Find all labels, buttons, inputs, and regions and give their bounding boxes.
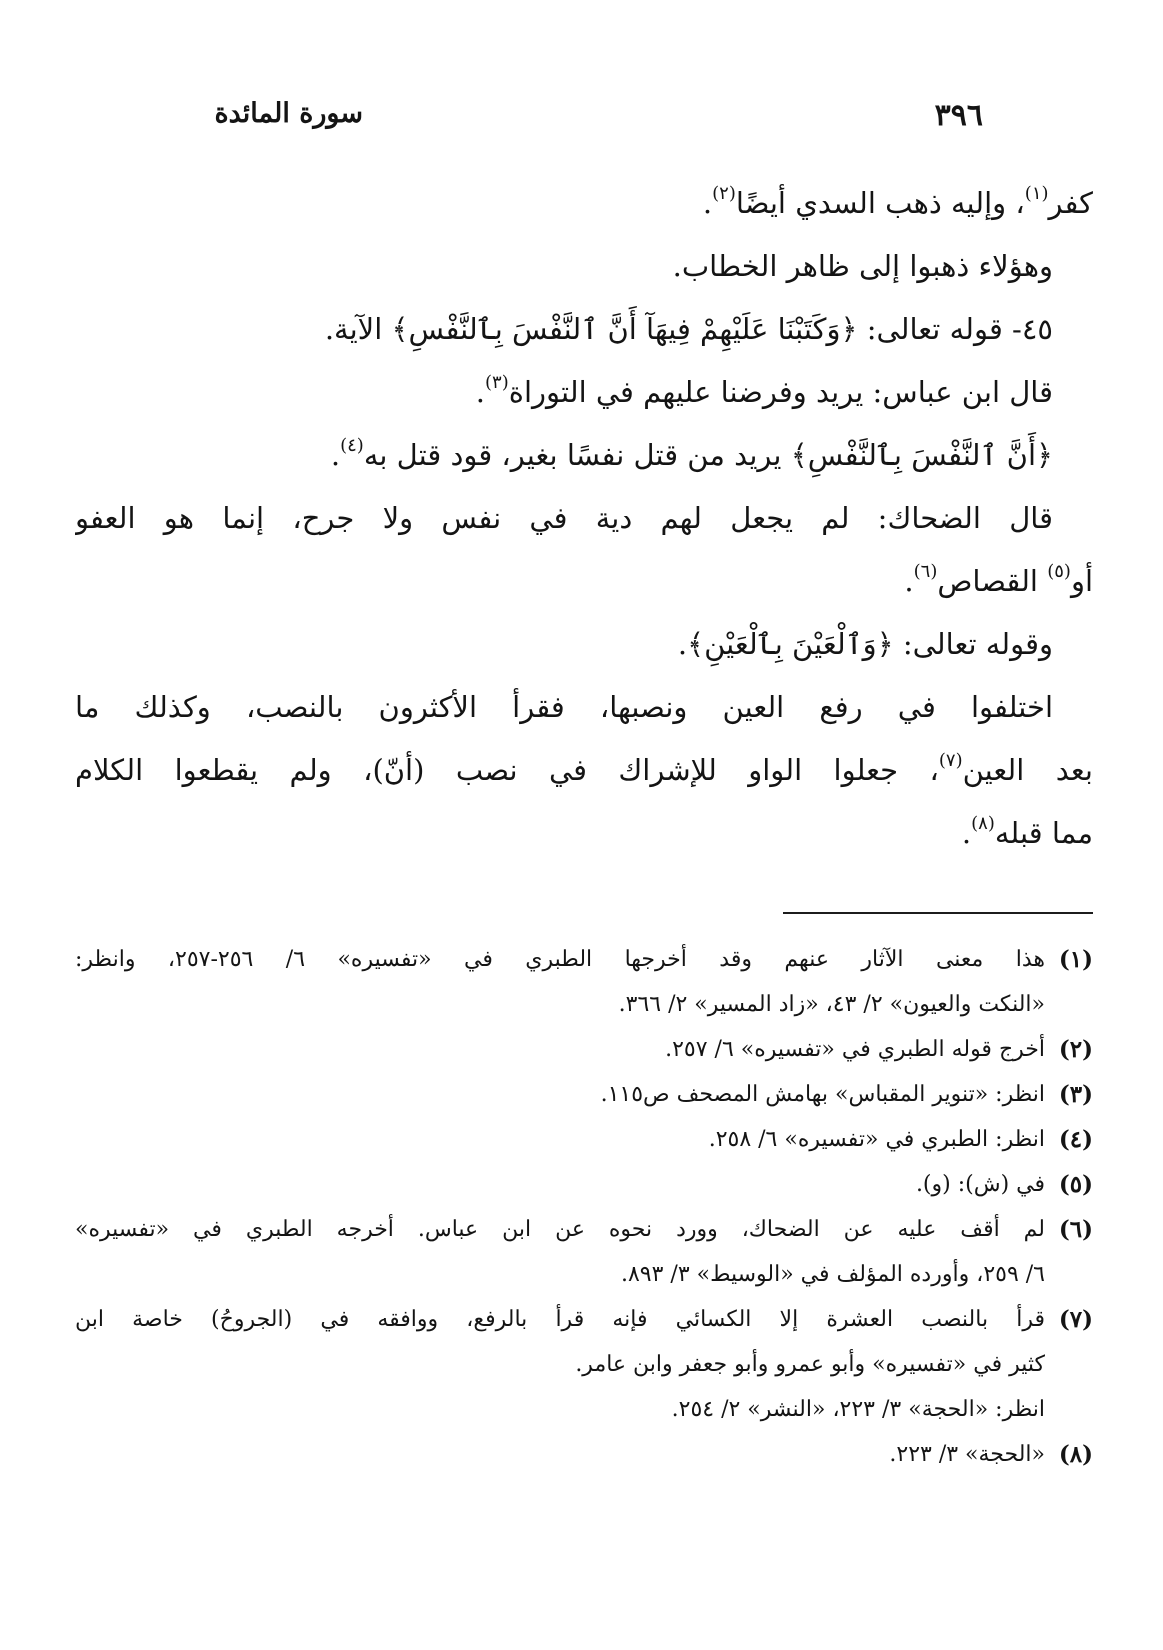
running-title: سورة المائدة <box>214 98 363 129</box>
footnote-number: (٦) <box>1058 1216 1093 1243</box>
body-line: اختلفوا في رفع العين ونصبها، فقرأ الأكثرون بالنصب، وكذلك ما <box>75 690 1053 724</box>
body-line: بعد العين$^{(٧)}$، جعلوا الواو للإشراك في نصب (أنّ)، ولم يقطعوا الكلام <box>75 750 1093 787</box>
footnote-line: في (ش): (و). <box>915 1172 1045 1197</box>
body-line: وهؤلاء ذهبوا إلى ظاهر الخطاب. <box>672 249 1053 283</box>
footnote-line: أخرج قوله الطبري في «تفسيره» ٦/ ٢٥٧. <box>665 1037 1045 1062</box>
footnote-number: (٥) <box>1058 1171 1093 1198</box>
footnote <box>75 1027 1093 1072</box>
body-line: قال الضحاك: لم يجعل لهم دية في نفس ولا جرح، إنما هو العفو <box>75 501 1053 535</box>
footnote-number: (٢) <box>1058 1036 1093 1063</box>
footnote-number: (٤) <box>1058 1126 1093 1153</box>
footnote <box>75 1072 1093 1117</box>
footnote <box>75 1432 1093 1477</box>
footnote-number: (٧) <box>1058 1306 1093 1333</box>
body-line: وقوله تعالى: ﴿وَٱلْعَيْنَ بِٱلْعَيْنِ﴾. <box>677 627 1053 661</box>
footnote-line: قرأ بالنصب العشرة إلا الكسائي فإنه قرأ بالرفع، ووافقه في (الجروحُ) خاصة ابن <box>75 1307 1045 1332</box>
body-line: كفر$^{(١)}$، وإليه ذهب السدي أيضًا$^{(٢)}$. <box>702 183 1093 220</box>
body-line: مما قبله$^{(٨)}$. <box>961 813 1093 850</box>
body-line: ٤٥- قوله تعالى: ﴿وَكَتَبْنَا عَلَيْهِمْ فِيهَآ أَنَّ ٱلنَّفْسَ بِٱلنَّفْسِ﴾ الآية. <box>324 312 1053 346</box>
footnote <box>75 1207 1093 1297</box>
footnote-ref[interactable]: (٧) <box>938 750 963 771</box>
footnote-ref[interactable]: (٣) <box>485 372 509 393</box>
footnote-line: هذا معنى الآثار عنهم وقد أخرجها الطبري في «تفسيره» ٦/ ٢٥٦-٢٥٧، وانظر: <box>75 947 1045 972</box>
footnote-line: لم أقف عليه عن الضحاك، وورد نحوه عن ابن عباس. أخرجه الطبري في «تفسيره» <box>75 1217 1045 1242</box>
footnote-ref[interactable]: (٥) <box>1047 561 1071 582</box>
footnote <box>75 937 1093 1027</box>
footnote-number: (١) <box>1058 946 1093 973</box>
body-line: قال ابن عباس: يريد وفرضنا عليهم في التوراة$^{(٣)}$. <box>475 372 1053 409</box>
footnote-line: انظر: الطبري في «تفسيره» ٦/ ٢٥٨. <box>708 1127 1045 1152</box>
footnotes <box>75 937 1093 1477</box>
body-line: أو$^{(٥)}$ القصاص$^{(٦)}$. <box>904 561 1093 598</box>
footnote-ref[interactable]: (٦) <box>913 561 938 582</box>
footnote-ref[interactable]: (٢) <box>712 183 736 204</box>
page-number: ٣٩٦ <box>934 98 983 133</box>
footnote-line: كثير في «تفسيره» وأبو عمرو وأبو جعفر وابن عامر. <box>575 1352 1045 1377</box>
footnote-line: ٦/ ٢٥٩، وأورده المؤلف في «الوسيط» ٣/ ٨٩٣. <box>620 1262 1045 1287</box>
footnote-number: (٣) <box>1058 1081 1093 1108</box>
footnote-ref[interactable]: (٨) <box>971 813 995 834</box>
footnote-line: انظر: «الحجة» ٣/ ٢٢٣، «النشر» ٢/ ٢٥٤. <box>671 1397 1045 1422</box>
body-text <box>75 172 1093 865</box>
footnote-line: «النكت والعيون» ٢/ ٤٣، «زاد المسير» ٢/ ٣٦٦. <box>618 992 1045 1017</box>
footnote-ref[interactable]: (١) <box>1024 183 1049 204</box>
body-line: ﴿أَنَّ ٱلنَّفْسَ بِٱلنَّفْسِ﴾ يريد من قتل نفسًا بغير، قود قتل به$^{(٤)}$. <box>330 435 1053 472</box>
footnote <box>75 1162 1093 1207</box>
footnote <box>75 1297 1093 1432</box>
footnote <box>75 1117 1093 1162</box>
footnote-number: (٨) <box>1058 1441 1093 1468</box>
footnote-ref[interactable]: (٤) <box>340 435 364 456</box>
footnote-separator <box>783 912 1093 914</box>
footnote-line: «الحجة» ٣/ ٢٢٣. <box>889 1442 1045 1467</box>
footnote-line: انظر: «تنوير المقباس» بهامش المصحف ص١١٥. <box>600 1082 1045 1107</box>
